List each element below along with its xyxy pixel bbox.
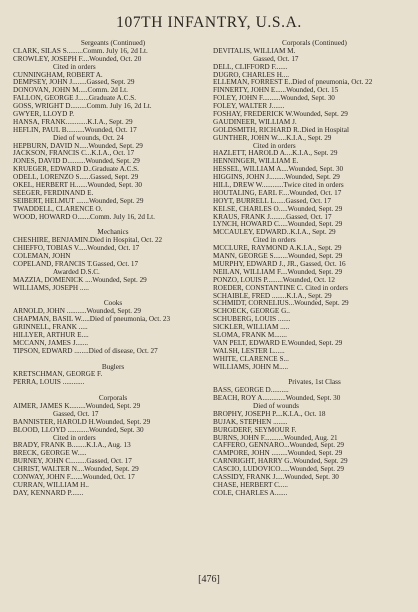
roster-entry: ODELL, LORENZO S......Gassed, Sept. 29 [13,173,139,182]
roster-entry: ROEDER, CONSTANTINE C. Cited in orders [213,283,348,292]
roster-entry-note: Died of wounds [253,401,299,410]
roster-entry: BRADY, FRANK B........K.I.A., Aug. 13 [13,441,131,450]
roster-entry-note: Gassed, Oct. 17 [53,409,99,418]
roster-entry-note: Cited in orders [253,236,296,245]
roster-entry: CHIEFFO, TOBIAS V.....Wounded, Oct. 17 [13,244,140,253]
roster-entry: KRETSCHMAN, GEORGE F. [13,370,103,379]
right-column [213,40,416,498]
roster-entry-note: Died of wounds, Oct. 24 [53,133,124,142]
section-heading: Buglers [101,362,125,371]
roster-entry: SEEGER, FERDINAND E. [13,188,94,197]
roster-entry: NEILAN, WILLIAM F....Wounded, Sept. 29 [213,267,343,276]
roster-entry: TIPSON, EDWARD ........Died of disease, Oct. 27 [13,346,158,355]
roster-entry: SEIBERT, HELMUT .......Wounded, Sept. 29 [13,196,144,205]
roster-entry: HOYT, BURRELL L......Gassed, Oct. 17 [213,196,331,205]
left-column [13,40,213,498]
roster-entry: SLOMA, FRANK M....... [213,330,287,339]
roster-entry: JONES, DAVID D..........Wounded, Sept. 29 [13,157,140,166]
roster-entry: OKEL, HERBERT H.......Wounded, Sept. 30 [13,181,143,190]
roster-entry: KRAUS, FRANK J.........Gassed, Oct. 17 [213,212,332,221]
roster-entry: LYNCH, HOWARD C.....Wounded, Sept. 29 [213,220,343,229]
roster-entry: HILLYER, ARTHUR E.... [13,330,89,339]
roster-entry: DELL, CLIFFORD F....... [213,62,288,71]
roster-entry: HILL, DREW W............Twice cited in orders [213,181,344,190]
roster-entry: BEACH, ROY A.............Wounded, Sept. 30 [213,394,341,403]
roster-entry: HAZLETT, HAROLD A....K.I.A., Sept. 29 [213,149,338,158]
roster-entry: HIGGINS, JOHN J.........Wounded, Sept. 29 [213,173,340,182]
roster-entry: BURNS, JOHN F...........Wounded, Aug. 21 [213,433,338,442]
roster-entry: FOLEY, JOHN F..........Wounded, Sept. 30 [213,94,335,103]
roster-entry: GOSS, WRIGHT D.........Comm. July 16, 2d Lt. [13,102,152,111]
roster-entry: ARNOLD, JOHN ...........Wounded, Sept. 29 [13,307,141,316]
roster-entry: TWADDELL, CLARENCE O. [13,204,103,213]
roster-entry-note: Cited in orders [53,433,96,442]
roster-entry: BANNISTER, HAROLD H.Wounded, Sept. 29 [13,417,151,426]
roster-entry: SCHAIBLE, FRED ........K.I.A., Sept. 29 [213,291,332,300]
roster-entry: VAN PELT, EDWARD E.Wounded, Sept. 29 [213,338,343,347]
roster-entry: MCCAULEY, EDWARD..K.I.A., Sept. 29 [213,228,336,237]
roster-entry: KELSE, CHARLES O.....Wounded, Sept. 29 [213,204,343,213]
roster-entry: BROPHY, JOSEPH P....K.I.A., Oct. 18 [213,409,326,418]
roster-entry-note: Gassed, Oct. 17 [253,54,299,63]
roster-entry-note: Cited in orders [253,141,296,150]
roster-entry: SCHUBERG, LOUIS ....... [213,315,291,324]
section-heading: Corporals (Continued) [282,39,347,47]
section-heading: Sergeants (Continued) [80,39,146,47]
roster-entry: DEVITALIS, WILLIAM M. [213,46,296,55]
section-heading: Cooks [103,299,123,308]
roster-entry: SICKLER, WILLIAM ..... [213,323,290,332]
roster-entry: CLARK, SILAS S.........Comm. July 16, 2d Lt. [13,46,148,55]
roster-entry: CASCIO, LUDOVICO.....Wounded, Sept. 29 [213,465,344,474]
roster-entry: CUNNINGHAM, ROBERT A. [13,70,103,79]
roster-entry-note: Awarded D.S.C. [53,267,100,276]
roster-entry: CROWLEY, JOSEPH F....Wounded, Oct. 20 [13,54,142,63]
roster-entry-note: Cited in orders [53,62,96,71]
roster-entry: WILLIAMS, JOHN M..... [213,362,289,371]
roster-entry: CHASE, HERBERT C..... [213,480,288,489]
roster-entry: HESSEL, WILLIAM A....Wounded, Sept. 30 [213,165,344,174]
roster-entry: JACKSON, FRANCIS C...K.I.A., Oct. 17 [13,149,135,158]
roster-entry: GOLDSMITH, RICHARD R..Died in Hospital [213,125,349,134]
roster-entry: CHESHIRE, BENJAMIN.Died in Hospital, Oct. 22 [13,236,163,245]
roster-entry: CAFFERO, GENNARO...Wounded, Sept. 29 [213,441,344,450]
roster-entry: MURPHY, EDWARD J., JR., Gassed, Oct. 16 [213,259,346,268]
section-heading: Mechanics [97,228,129,237]
roster-entry: ELLEMAN, FORREST E..Died of pneumonia, Oct. 22 [213,78,373,87]
roster-entry: CONWAY, JOHN F.......Wounded, Oct. 17 [13,472,135,481]
roster-entry: GAUDINEER, WILLIAM J. [213,117,297,126]
roster-entry: DONOVAN, JOHN M.....Comm. 2d Lt. [13,86,128,95]
roster-entry: CARNRIGHT, HARRY G..Wounded, Sept. 29 [213,457,348,466]
roster-entry: AIMER, JAMES K.........Wounded, Sept. 29 [13,401,141,410]
roster-entry: GWYER, LLOYD P. [13,110,75,119]
roster-entry: PONZO, LOUIS P.........Wounded, Oct. 12 [213,275,336,284]
roster-entry: CHRIST, WALTER N....Wounded, Sept. 29 [13,465,139,474]
roster-entry: BURGDERF, SEYMOUR F. [213,425,297,434]
section-heading: Privates, 1st Class [288,378,341,387]
roster-entry: MAZZIA, DOMENICK ....Wounded, Sept. 29 [13,275,147,284]
page-title: 107TH INFANTRY, U.S.A. [116,14,302,31]
roster-entry: BLOOD, LLOYD ............Wounded, Sept. 30 [13,425,144,434]
roster-entry: HEPBURN, DAVID N.....Wounded, Sept. 29 [13,141,143,150]
roster-entry: FOLEY, WALTER J....... [213,102,285,111]
page-number: [476] [198,574,220,585]
roster-entry: GUNTHER, JOHN W.....K.I.A., Sept. 29 [213,133,332,142]
roster-entry: HOUTALING, EARL F....Wounded, Oct. 17 [213,188,342,197]
roster-entry: COPELAND, FRANCIS T.Gassed, Oct. 17 [13,259,139,268]
roster-entry: DUGRO, CHARLES H.... [213,70,290,79]
roster-entry: FALLON, GEORGE J......Graduate A.C.S. [13,94,137,103]
roster-entry: COLE, CHARLES A....... [213,488,288,497]
roster-entry: CASSIDY, FRANK J.....Wounded, Sept. 30 [213,472,339,481]
roster-entry: BURNEY, JOHN C.........Gassed, Oct. 17 [13,457,132,466]
roster-entry: KRUEGER, EDWARD D..Graduate A.C.S. [13,165,139,174]
roster-entry: PERRA, LOUIS ............ [13,378,85,387]
roster-entry: HENNINGER, WILLIAM E. [213,157,299,166]
roster-entry: DAY, KENNARD P....... [13,488,84,497]
roster-entry: CHAPMAN, BASIL W.....Died of pneumonia, Oct. 23 [13,315,171,324]
roster-entry: FINNERTY, JOHN E......Wounded, Oct. 15 [213,86,339,95]
roster-entry: FOSHAY, FREDERICK W.Wounded, Sept. 29 [213,110,348,119]
roster-entry: MCCLURE, RAYMOND A.K.I.A., Sept. 29 [213,244,342,253]
roster-entry: WILLIAMS, JOSEPH ..... [13,283,89,292]
roster-entry: WOOD, HOWARD O.......Comm. July 16, 2d Lt. [13,212,155,221]
roster-entry: HEFLIN, PAUL B..........Wounded, Oct. 17 [13,125,137,134]
roster-entry: GRINNELL, FRANK ..... [13,323,88,332]
roster-entry: CURRAN, WILLIAM H.. [13,480,89,489]
roster-entry: CAMPORE, JOHN .........Wounded, Sept. 29 [213,449,343,458]
roster-entry: SCHOECK, GEORGE G.. [213,307,290,316]
roster-entry: BRECK, GEORGE W..... [13,449,87,458]
roster-entry: MANN, GEORGE S........Wounded, Sept. 29 [213,252,343,261]
roster-entry: WALSH, LESTER L...... [213,346,285,355]
roster-entry: DEMPSEY, JOHN J........Gassed, Sept. 29 [13,78,135,87]
roster-entry: MCCANN, JAMES J....... [13,338,89,347]
roster-entry: COLEMAN, JOHN [13,252,71,261]
roster-entry: SCHMIDT, CORNELIUS...Wounded, Sept. 29 [213,299,349,308]
roster-entry: BASS, GEORGE D.......... [213,386,289,395]
roster-entry: HANSA, FRANK............K.I.A., Sept. 29 [13,117,133,126]
section-heading: Corporals [98,394,128,403]
roster-entry: WHITE, CLARENCE S... [213,354,289,363]
roster-entry: BUJAK, STEPHEN ........ [213,417,288,426]
